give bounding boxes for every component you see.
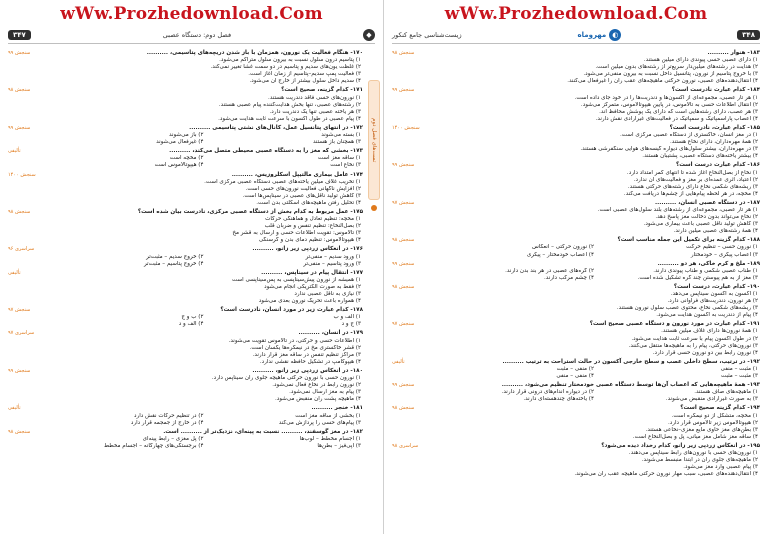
answer-option: ۱) تخریب غلاف میلین یاخته‌های عصبی دستگاه عصبی مرکزی است. — [204, 178, 361, 185]
answer-option: ۲) پل مغزی – رابط پینه‌ای — [142, 435, 204, 442]
question-stem: ۱۸۶- کدام عبارت درست است؟ سنجش ۹۹ — [392, 162, 760, 169]
question-item — [392, 162, 760, 197]
answer-option: ۲) باز می‌شوند — [169, 132, 204, 139]
answer-options — [8, 338, 363, 366]
answer-option: ۳) فعالیت پمپ سدیم–پتاسیم از زمان آغاز است. — [248, 71, 361, 78]
question-number: ۱۷۴ — [352, 171, 363, 178]
question-stem: ۱۹۰- کدام عبارت، درست است؟ سنجش ۹۸ — [392, 283, 760, 290]
answer-option: ۴) ساقه مغز شامل مغز میانی، پل و بصل‌النخاع است. — [632, 433, 758, 440]
question-number: ۱۹۱ — [749, 321, 760, 328]
question-number: ۱۸۸ — [749, 237, 760, 244]
question-text: در انسان، .......... — [298, 330, 349, 337]
question-stem: ۱۸۱- خنجر .......... تألیفی — [8, 405, 363, 412]
answer-options — [8, 57, 363, 85]
question-number: ۱۷۷ — [352, 269, 363, 276]
answer-option: ۲) نورون حرکتی – انعکاس — [531, 244, 594, 251]
answer-options — [8, 216, 363, 244]
chapter-title: فصل دوم: دستگاه عصبی — [162, 30, 232, 39]
source-tag: سنجش ۹۸ — [392, 283, 415, 290]
answer-option: ۱) نورون حسی با نورون حرکتی ماهیچه جلوی ران سیناپس دارد. — [211, 375, 361, 382]
answer-option: ۱) مخچه، متشکل از دو نیمکره است. — [671, 412, 758, 419]
source-tag: سنجش ۹۸ — [392, 405, 415, 412]
question-text: هنوار .......... — [707, 50, 746, 56]
answer-options — [392, 268, 760, 282]
question-text: بخشی که مغز را به دستگاه عصبی محیطی متصل می‌کند، .......... — [169, 148, 349, 155]
answer-option: ۱) اطلاعات حسی و حرکتی، در تالاموس تقویت می‌شوند. — [228, 337, 361, 344]
answer-options — [392, 170, 760, 198]
question-item — [392, 359, 760, 380]
question-stem: ۱۸۷- در دستگاه عصبی انسان، .......... سنجش ۹۷ — [392, 199, 760, 206]
question-number: ۱۷۵ — [352, 208, 363, 215]
side-tab-dot-icon — [371, 205, 377, 211]
source-tag: سنجش ۹۸ — [392, 50, 415, 56]
answer-option: ۱) نورون حسی – تنظیم حرکت — [686, 244, 758, 251]
question-number: ۱۸۷ — [749, 199, 760, 206]
answer-options — [392, 389, 760, 403]
source-tag: سنجش ۹۹ — [8, 367, 31, 374]
right-page — [384, 0, 768, 534]
question-stem: ۱۹۲- در ترتیب، سطح داخلی عصب و سطح خارجی آکسون در حالت استراحت به ترتیب .......... تألیفی — [392, 358, 760, 365]
question-text: در مغز گوسفند، .......... نسبت به پینه‌ای، نزدیک‌تر از .......... است. — [163, 428, 349, 435]
answer-option: ۴) سدیم داخل سلول بیشتر از خارج آن می‌شود. — [249, 78, 361, 85]
answer-options — [8, 436, 363, 450]
question-item — [8, 330, 363, 365]
answer-option: ۳) کاهش تولید ناقل عصبی باعث بیماری می‌شود. — [643, 221, 758, 228]
question-number: ۱۸۹ — [749, 260, 760, 267]
answer-option: ۴) نورون رابط بین دو نورون حسی قرار دارد. — [652, 349, 758, 356]
question-stem: ۱۹۴- کدام گزینه صحیح است؟ سنجش ۹۸ — [392, 405, 760, 412]
question-stem: ۱۸۳- هنوار .......... سنجش ۹۸ — [392, 50, 760, 56]
question-stem: ۱۷۵- عمل مربوط به کدام بخش از دستگاه عصبی مرکزی، نادرست بیان شده است؟ سنجش ۹۸ — [8, 208, 363, 215]
answer-option: ۱) ماهیچه‌های صاف هستند. — [694, 389, 758, 396]
question-text: در انعکاس زردپی زیر زانو، .......... — [252, 246, 349, 253]
answer-option: ۲) بصل‌النخاع: تنظیم تنفس و ضربان قلب — [264, 223, 361, 230]
question-number: ۱۷۶ — [352, 246, 363, 253]
answer-option: ۳) مغز از به هم پیوستن چند گره تشکیل شده است. — [637, 274, 758, 281]
answer-option: ۳) پیام عصبی وارد مغز می‌شود. — [683, 464, 758, 471]
answer-option: ۳) به صورت غیرارادی منقبض می‌شوند. — [665, 396, 758, 403]
answer-options — [8, 95, 363, 123]
question-number: ۱۹۵ — [749, 442, 760, 449]
answer-option: ۱) الف و ب — [333, 314, 361, 321]
question-text: در دستگاه عصبی انسان، .......... — [655, 199, 746, 206]
answer-option: ۴) الف و د — [178, 321, 204, 328]
answer-option: ۱) طناب عصبی شکمی و طناب پیوندی دارند. — [653, 267, 758, 274]
source-tag: سراسری ۹۶ — [8, 246, 35, 253]
question-number: ۱۸۳ — [749, 50, 760, 56]
answer-option: ۴) برجستگی‌های چهارگانه – اجسام مخطط — [104, 442, 204, 449]
answer-option: ۱) مثبت – منفی — [720, 365, 758, 372]
answer-option: ۳) همچنان باز هستند — [312, 139, 361, 146]
brand-logo — [578, 29, 622, 41]
answer-option: ۱) مخچه: تنظیم تعادل و هماهنگی حرکات — [265, 216, 361, 223]
question-number: ۱۹۰ — [749, 283, 760, 290]
question-text: در انعکاس زردپی زیر زانو، .......... — [252, 367, 349, 374]
answer-options — [392, 413, 760, 441]
answer-option: ۱) نخاع از بصل‌النخاع آغاز شده تا انتهای کمر امتداد دارد. — [626, 169, 758, 176]
source-tag: سنجش ۹۷ — [8, 307, 31, 314]
answer-option: ۴) تحلیل رفتن ماهیچه‌های اسکلتی بدن است. — [256, 199, 361, 206]
answer-option: ۱) آکسون به آکسون سیناپس می‌دهد. — [670, 291, 758, 297]
question-number: ۱۷۳ — [352, 148, 363, 155]
answer-options — [8, 277, 363, 305]
answer-option: ۱) هر تار عصبی، مجموعه‌ای از رشته‌های بلند سلول‌های عصبی است. — [597, 206, 758, 213]
question-stem: ۱۸۴- کدام عبارت نادرست است؟ سنجش ۹۹ — [392, 87, 760, 94]
question-stem: ۱۹۱- کدام عبارت در مورد نورون و دستگاه عصبی صحیح است؟ سنجش ۹۷ — [392, 321, 760, 328]
question-text: انتقال پیام در سیناپس، .......... — [261, 269, 349, 276]
source-tag: سنجش ۹۹ — [392, 382, 415, 389]
answer-option: ۲) گره‌های عصبی در هر بند بدن دارند. — [505, 267, 594, 274]
answer-option: ۳) تالاموس: تقویت اطلاعات حسی و ارسال به قشر مخ — [232, 230, 361, 237]
answer-option: ۳) پیام‌های حسی را پردازش می‌کند — [278, 419, 361, 426]
left-page-header — [8, 28, 375, 44]
answer-option: ۴) منفی – منفی — [556, 373, 594, 380]
answer-option: ۳) با خروج پتاسیم از نورون، پتانسیل داخل نسبت به بیرون منفی‌تر می‌شود. — [583, 71, 758, 78]
question-text: کدام عبارت در مورد نورون و دستگاه عصبی صحیح است؟ — [589, 321, 746, 328]
question-stem: ۱۷۱- کدام گزینه، صحیح است؟ سنجش ۹۸ — [8, 87, 363, 94]
question-number: ۱۷۸ — [352, 307, 363, 314]
answer-option: ۴) پیام عصبی در طول آکسون با سرعت ثابت هدایت می‌شود. — [218, 115, 361, 122]
source-tag: تألیفی — [392, 358, 405, 365]
question-item — [8, 270, 363, 305]
answer-option: ۱) همیشه از نورون پیش‌سیناپسی به پس‌سیناپسی است — [231, 276, 361, 283]
answer-option: ۴) اعصاب خودمختار – پیکری — [526, 251, 594, 258]
source-tag: سنجش ۹۸ — [8, 87, 31, 94]
question-item — [392, 321, 760, 356]
question-stem: ۱۷۸- کدام عبارت زیر در مورد انسان، نادرست است؟ سنجش ۹۷ — [8, 307, 363, 314]
answer-option: ۳) کاهش تولید ناقل‌های عصبی در سیناپس‌ها است. — [242, 192, 361, 199]
answer-option: ۳) اپی‌فیز – بطن‌ها — [317, 442, 361, 449]
question-number: ۱۷۲ — [352, 124, 363, 131]
watermark: wWw.Prozhedownload.Com — [60, 4, 323, 24]
answer-options — [8, 132, 363, 146]
question-item — [8, 368, 363, 403]
question-stem: ۱۸۲- در مغز گوسفند، .......... نسبت به پینه‌ای، نزدیک‌تر از .......... است. سنجش ۹۸ — [8, 428, 363, 435]
source-tag: سنجش ۱۴۰۰ — [8, 171, 36, 178]
answer-options — [392, 291, 760, 319]
answer-option: ۳) مراکز تنظیم تنفس در ساقه مغز قرار دارند. — [252, 351, 361, 358]
answer-option: ۴) انتقال‌دهنده‌های عصبی، نورون حرکتی ماهیچه‌های عقب ران را غیرفعال می‌کنند. — [567, 78, 758, 85]
source-tag: سنجش ۹۸ — [392, 237, 415, 244]
question-number: ۱۷۱ — [352, 87, 363, 94]
question-item — [8, 87, 363, 122]
answer-options — [392, 366, 760, 380]
question-text: کدام عبارت درست است؟ — [675, 162, 746, 169]
answer-option: ۴) مخچه، در هر لحظه پیام‌هایی از چشم‌ها دریافت می‌کند. — [623, 190, 758, 197]
answer-options — [392, 450, 760, 478]
side-tab: تست‌های فصل دوم — [368, 80, 380, 200]
question-stem: ۱۹۳- همهٔ ماهیچه‌هایی که اعصاب آن‌ها توسط دستگاه عصبی خودمختار تنظیم می‌شود، .......... سنجش ۹۹ — [392, 382, 760, 389]
answer-options — [392, 207, 760, 235]
answer-option: ۴) خروج پتاسیم – مثبت‌تر — [143, 260, 204, 267]
source-tag: سنجش ۹۹ — [8, 50, 31, 56]
answer-option: ۲) منفی – مثبت — [556, 365, 594, 372]
brand-name: مهروماه — [577, 30, 607, 39]
question-stem: ۱۸۵- کدام عبارت، نادرست است؟ سنجش ۱۴۰۰ — [392, 124, 760, 131]
question-item — [8, 148, 363, 169]
answer-option: ۳) پیام به مغز ارسال نمی‌شود. — [289, 389, 361, 396]
answer-option: ۲) نخاع می‌تواند بدون دخالت مغز پاسخ دهد. — [655, 214, 758, 221]
answer-option: ۲) در تنظیم حرکات نقش دارد — [134, 412, 204, 419]
answer-option: ۲) هر نورون، دندریت‌های فراوانی دارد. — [667, 298, 758, 305]
question-item — [392, 443, 760, 478]
question-item — [392, 200, 760, 235]
question-stem: ۱۷۴- عامل بیماری مالتیپل اسکلروزیس، .......... سنجش ۱۴۰۰ — [8, 171, 363, 178]
question-text: در انعکاس زردپی زیر زانو، کدام رخداد دیده می‌شود؟ — [601, 442, 746, 449]
answer-option: ۳) اعصاب پیکری – خودمختار — [690, 251, 758, 258]
answer-option: ۳) نخاع است — [330, 162, 361, 169]
question-item — [8, 405, 363, 426]
question-text: هنگام فعالیت یک نورون، همزمان با باز شدن دریچه‌های پتاسیمی، .......... — [146, 50, 349, 56]
series-title: زیست‌شناسی جامع کنکور — [392, 30, 462, 39]
question-item — [392, 87, 760, 122]
question-number: ۱۸۵ — [749, 124, 760, 131]
source-tag: تألیفی — [8, 405, 21, 412]
answer-option: ۳) هر یاخته عصبی تنها یک دندریت دارد. — [269, 108, 361, 115]
right-page-header — [392, 28, 760, 44]
answer-option: ۴) هیپوتالاموس: تنظیم دمای بدن و گرسنگی — [258, 237, 361, 244]
answer-option: ۴) همواره باعث تحریک نورون بعدی می‌شود — [258, 298, 361, 305]
page-number: ۳۴۷ — [8, 30, 31, 40]
question-text: کدام عبارت نادرست است؟ — [671, 87, 746, 94]
answer-option: ۳) ج و د — [341, 321, 361, 328]
source-tag: سنجش ۹۹ — [8, 124, 31, 131]
watermark: wWw.Prozhedownload.Com — [444, 4, 708, 24]
answer-option: ۱) همهٔ نورون‌ها دارای غلاف میلین هستند. — [661, 328, 758, 335]
answer-options — [392, 57, 760, 85]
answer-option: ۲) اعتیاد، اثری عمده‌ای بر مغز و فعالیت‌های آن ندارد. — [633, 176, 758, 183]
question-stem: ۱۷۶- در انعکاس زردپی زیر زانو، .......... سراسری ۹۶ — [8, 246, 363, 253]
question-stem: ۱۷۳- بخشی که مغز را به دستگاه عصبی محیطی متصل می‌کند، .......... تألیفی — [8, 148, 363, 155]
answer-option: ۲) قشر خاکستری مخ در نیمکره‌ها یکسان است. — [249, 344, 361, 351]
question-number: ۱۸۰ — [352, 367, 363, 374]
answer-option: ۲) همهٔ مهره‌داران، دارای نخاع هستند. — [670, 139, 758, 146]
source-tag: سنجش ۹۹ — [392, 87, 415, 94]
source-tag: تألیفی — [8, 269, 21, 276]
question-stem: ۱۷۲- در انتهای پتانسیل عمل، کانال‌های نشتی پتاسیمی .......... سنجش ۹۹ — [8, 124, 363, 131]
answer-options — [8, 375, 363, 403]
question-stem: ۱۷۰- هنگام فعالیت یک نورون، همزمان با باز شدن دریچه‌های پتاسیمی، .......... سنجش ۹۹ — [8, 50, 363, 56]
question-item — [392, 125, 760, 160]
answer-option: ۲) غلظت یون‌های سدیم و پتاسیم در دو سمت غشا تغییر نمی‌کند. — [210, 64, 361, 71]
answer-option: ۲) رشته‌های عصبی، تنها بخش هدایت‌کننده پیام عصبی هستند. — [218, 101, 361, 108]
question-text: کدام عبارت زیر در مورد انسان، نادرست است؟ — [220, 307, 349, 314]
answer-option: ۱) در مغز انسان، خاکستری از دستگاه عصبی مرکزی است. — [620, 132, 758, 139]
source-tag: تألیفی — [8, 148, 21, 155]
left-question-list — [8, 50, 363, 526]
answer-option: ۲) هدایت در رشته‌های میلین‌دار سریع‌تر از رشته‌های بدون میلین است. — [595, 64, 758, 71]
answer-option: ۳) نیازی به ناقل عصبی ندارد — [294, 291, 361, 297]
source-tag: سراسری ۹۸ — [392, 442, 419, 449]
question-text: عامل بیماری مالتیپل اسکلروزیس، .......... — [231, 171, 349, 178]
question-number: ۱۷۹ — [352, 330, 363, 337]
source-tag: سنجش ۹۸ — [8, 208, 31, 215]
question-text: ملخ و کرم خاکی، هر دو .......... — [657, 260, 746, 267]
answer-option: ۱) ساقه مغز است — [317, 155, 361, 162]
source-tag: سنجش ۹۷ — [392, 199, 415, 206]
answer-option: ۲) فقط به صورت الکتریکی انجام می‌شود — [264, 283, 361, 290]
question-item — [392, 405, 760, 440]
answer-option: ۲) انتقال اطلاعات حسی به تالاموس، در پایین هیپوتالاموس، متمرکز می‌شود. — [580, 101, 758, 108]
question-item — [392, 237, 760, 258]
answer-option: ۴) اعصاب پاراسمپاتیک و سمپاتیک در فعالیت‌های غیرارادی نقش دارند. — [595, 115, 758, 122]
answer-option: ۴) هیپوتالاموس است — [154, 162, 204, 169]
answer-options — [8, 179, 363, 207]
answer-option: ۳) ریشه‌های شکمی نخاع، محتوی عصب سلول نورون هستند. — [616, 305, 758, 312]
page-number: ۳۴۸ — [737, 30, 760, 40]
answer-option: ۴) یاخته‌های چندهسته‌ای دارند. — [523, 396, 594, 403]
question-stem: ۱۸۹- ملخ و کرم خاکی، هر دو .......... سنجش ۹۹ — [392, 260, 760, 267]
answer-option: ۱) دارای عصبی حسی پیوندی دارای میلین هستند. — [643, 57, 758, 64]
answer-option: ۴) ماهیچه پشت ران منقبض می‌شود. — [275, 396, 361, 403]
answer-option: ۳) مثبت – مثبت — [720, 373, 758, 380]
answer-option: ۳) بطن‌های مغز حاوی مایع مغزی–نخاعی هستند. — [645, 426, 758, 433]
answer-option: ۴) غیرفعال می‌شوند — [156, 139, 204, 146]
question-text: کدام گزینه برای تکمیل این جمله مناسب است؟ — [617, 237, 746, 244]
question-number: ۱۷۰ — [352, 50, 363, 56]
question-item — [8, 307, 363, 328]
answer-options — [392, 132, 760, 160]
answer-option: ۲) ماهیچه‌های جلوی ران در ابتدا منبسط می‌شوند. — [641, 457, 758, 464]
answer-option: ۴) پیام از دندریت به آکسون هدایت می‌شود. — [656, 312, 758, 319]
answer-options — [392, 95, 760, 123]
source-tag: سنجش ۹۹ — [392, 260, 415, 267]
answer-option: ۱) اجسام مخطط – لوب‌ها — [299, 435, 361, 442]
question-number: ۱۹۴ — [749, 405, 760, 412]
question-text: خنجر .......... — [311, 405, 349, 412]
answer-option: ۱) بخشی از ساقه مغز است — [295, 412, 361, 419]
question-number: ۱۸۱ — [352, 405, 363, 412]
answer-option: ۴) بیشتر یاخته‌های دستگاه عصبی، پشتیبان هستند. — [642, 153, 758, 160]
logo-icon: ◐ — [609, 29, 621, 41]
question-item — [8, 209, 363, 244]
answer-option: ۲) مخچه است — [169, 155, 204, 162]
question-item — [392, 284, 760, 319]
answer-option: ۱) هر تار عصبی، مجموعه‌ای از آکسون‌ها و دندریت‌ها را در خود جای داده است. — [574, 94, 758, 101]
question-item — [8, 125, 363, 146]
answer-option: ۳) در مهره‌داران، بیشتر سلول‌های دیواره گیسه‌های هوایی سنگفرشی هستند. — [580, 146, 758, 153]
question-text: در انتهای پتانسیل عمل، کانال‌های نشتی پتاسیمی .......... — [189, 124, 349, 131]
question-text: کدام گزینه صحیح است؟ — [680, 405, 746, 412]
source-tag: سنجش ۹۸ — [8, 428, 31, 435]
answer-option: ۲) در دیواره اندام‌های درونی قرار دارند. — [501, 389, 594, 396]
answer-option: ۴) در خارج از جمجمه قرار دارد — [130, 419, 204, 426]
answer-option: ۱) پتاسیم درون سلول نسبت به بیرون سلول متراکم می‌شود. — [219, 57, 361, 64]
question-stem: ۱۸۸- کدام گزینه برای تکمیل این جمله مناسب است؟ سنجش ۹۸ — [392, 237, 760, 244]
answer-options — [392, 244, 760, 258]
question-item — [8, 246, 363, 267]
answer-option: ۴) هیپوکامپ در تشکیل حافظه نقشی ندارد. — [259, 358, 361, 365]
question-item — [392, 50, 760, 85]
answer-option: ۴) چشم مرکب دارند. — [544, 274, 594, 281]
source-tag: سنجش ۹۹ — [392, 162, 415, 169]
answer-option: ۲) ب و ج — [181, 314, 204, 321]
logo-icon: ◆ — [363, 29, 375, 41]
question-number: ۱۸۶ — [749, 162, 760, 169]
question-stem: ۱۷۹- در انسان، .......... سراسری ۹۷ — [8, 330, 363, 337]
question-stem: ۱۸۰- در انعکاس زردپی زیر زانو، .......... سنجش ۹۹ — [8, 367, 363, 374]
question-number: ۱۹۳ — [749, 382, 760, 389]
answer-option: ۳) ریشه‌های شکمی نخاع دارای رشته‌های حرکتی هستند. — [627, 183, 758, 190]
answer-option: ۲) خروج سدیم – مثبت‌تر — [146, 253, 204, 260]
question-item — [8, 50, 363, 85]
question-number: ۱۹۲ — [749, 358, 760, 365]
question-text: کدام عبارت، درست است؟ — [673, 283, 746, 290]
question-item — [392, 382, 760, 403]
answer-options — [8, 314, 363, 328]
answer-option: ۲) هیپوتالاموس زیر تالاموس قرار دارد. — [667, 419, 758, 426]
answer-options — [8, 155, 363, 169]
question-item — [8, 429, 363, 450]
question-text: کدام گزینه، صحیح است؟ — [281, 87, 349, 94]
answer-option: ۱) ورود سدیم – منفی‌تر — [305, 253, 361, 260]
question-text: کدام عبارت، نادرست است؟ — [669, 124, 746, 131]
question-item — [392, 261, 760, 282]
question-number: ۱۸۴ — [749, 87, 760, 94]
answer-option: ۱) نورون‌های حسی فاقد دندریت هستند. — [268, 94, 361, 101]
question-stem: ۱۷۷- انتقال پیام در سیناپس، .......... تألیفی — [8, 269, 363, 276]
source-tag: سراسری ۹۷ — [8, 330, 35, 337]
right-question-list — [392, 50, 760, 526]
answer-option: ۳) نورون‌های حرکتی، پیام را به ماهیچه‌ها منتقل می‌کنند. — [628, 342, 758, 349]
source-tag: سنجش ۹۷ — [392, 321, 415, 328]
answer-option: ۴) همهٔ رشته‌های عصبی میلین دارند. — [673, 228, 758, 235]
answer-options — [8, 254, 363, 268]
answer-option: ۲) در طول آکسون پیام با سرعت ثابت هدایت می‌شود. — [631, 335, 758, 342]
answer-option: ۲) نورون رابط در نخاع فعال نمی‌شود. — [272, 382, 361, 389]
question-stem: ۱۹۵- در انعکاس زردپی زیر زانو، کدام رخداد دیده می‌شود؟ سراسری ۹۸ — [392, 442, 760, 449]
publisher-logo — [363, 29, 375, 41]
question-text: عمل مربوط به کدام بخش از دستگاه عصبی مرکزی، نادرست بیان شده است؟ — [137, 208, 349, 215]
question-number: ۱۸۲ — [352, 428, 363, 435]
question-text: همهٔ ماهیچه‌هایی که اعصاب آن‌ها توسط دستگاه عصبی خودمختار تنظیم می‌شود، .......... — [501, 382, 746, 389]
answer-option: ۳) ورود پتاسیم – منفی‌تر — [303, 260, 361, 267]
answer-option: ۱) بسته می‌شوند — [321, 132, 361, 139]
answer-option: ۳) هر عصب، دارای رشته‌هایی است که دارای یک پوشش محافظ اند. — [599, 108, 758, 115]
question-text: در ترتیب، سطح داخلی عصب و سطح خارجی آکسون در حالت استراحت به ترتیب .......... — [502, 358, 746, 365]
answer-option: ۱) نورون‌های حسی با نورون‌های رابط سیناپس می‌دهند. — [628, 449, 758, 456]
answer-options — [392, 328, 760, 356]
answer-options — [8, 413, 363, 427]
question-item — [8, 172, 363, 207]
answer-option: ۲) افزایش ناگهانی فعالیت نورون‌های حسی است. — [245, 185, 361, 192]
answer-option: ۴) انتقال‌دهنده‌های عصبی، سبب مهار نورون حرکتی ماهیچه عقب ران می‌شوند. — [574, 471, 758, 478]
source-tag: سنجش ۱۴۰۰ — [392, 124, 420, 131]
